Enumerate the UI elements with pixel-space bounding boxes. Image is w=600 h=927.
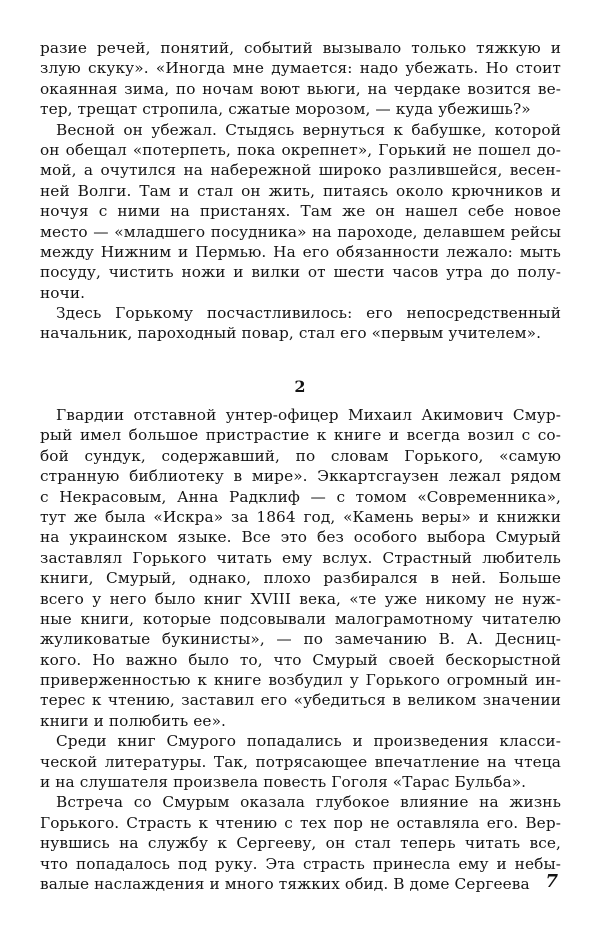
text-line: ночуя с ними на пристанях. Там же он нашел себе новое <box>40 202 561 221</box>
text-block-top <box>40 38 561 344</box>
text-line: всего у него было книг XVIII века, «те уже никому не нуж- <box>40 589 561 608</box>
text-line: тут же была «Искра» за 1864 год, «Камень веры» и книжки <box>40 507 561 526</box>
text-line: нувшись на службу к Сергееву, он стал теперь читать все, <box>40 834 561 853</box>
text-line: начальник, пароходный повар, стал его «первым учителем». <box>40 324 542 343</box>
text-line: с Некрасовым, Анна Радклиф — с томом «Современника», <box>40 487 561 506</box>
text-line: книги и полюбить ее». <box>40 711 227 730</box>
text-line: рый имел большое пристрастие к книге и всегда возил с со- <box>40 426 561 445</box>
text-line: заставлял Горького читать ему вслух. Страстный любитель <box>40 548 561 567</box>
paragraph <box>40 120 561 304</box>
text-block-bottom <box>40 405 561 894</box>
text-line: он обещал «потерпеть, пока окрепнет», Горький не пошел до- <box>40 140 561 159</box>
text-line: книги, Смурый, однако, плохо разбирался в ней. Больше <box>40 569 561 588</box>
text-line: и на слушателя произвела повесть Гоголя «Тарас Бульба». <box>40 773 527 792</box>
paragraph <box>40 405 561 731</box>
text-line: валые наслаждения и много тяжких обид. В доме Сергеева <box>40 874 530 893</box>
paragraph <box>40 303 561 344</box>
text-line: ней Волги. Там и стал он жить, питаясь около крючников и <box>40 181 561 200</box>
text-line: ночи. <box>40 283 86 302</box>
text-line: разие речей, понятий, событий вызывало только тяжкую и <box>40 39 561 57</box>
text-line: Горького. Страсть к чтению с тех пор не оставляла его. Вер- <box>40 813 561 832</box>
text-line: тер, трещат стропила, сжатые морозом, — куда убежишь?» <box>40 100 531 119</box>
page-number: 7 <box>545 871 558 892</box>
text-line: терес к чтению, заставил его «убедиться в великом значении <box>40 691 561 710</box>
text-line: жуликоватые букинисты», — по замечанию В. А. Десниц- <box>40 630 561 649</box>
text-line: злую скуку». «Иногда мне думается: надо убежать. Но стоит <box>40 59 561 78</box>
paragraph <box>40 38 561 120</box>
text-line: Встреча со Смурым оказала глубокое влияние на жизнь <box>56 793 561 812</box>
text-line: посуду, чистить ножи и вилки от шести часов утра до полу- <box>40 263 561 282</box>
text-line: что попадалось под руку. Эта страсть принесла ему и небы- <box>40 854 561 873</box>
text-line: ческой литературы. Так, потрясающее впечатление на чтеца <box>40 752 561 771</box>
text-line: на украинском языке. Все это без особого выбора Смурый <box>40 528 561 547</box>
text-line: ные книги, которые подсовывали малограмотному читателю <box>40 609 561 628</box>
section-number: 2 <box>294 377 306 396</box>
text-line: Среди книг Смурого попадались и произведения класси- <box>56 732 561 751</box>
text-line: приверженностью к книге возбудил у Горького огромный ин- <box>40 671 561 690</box>
text-line: бой сундук, содержавший, по словам Горького, «самую <box>40 446 561 465</box>
text-line: кого. Но важно было то, что Смурый своей бескорыстной <box>40 650 561 669</box>
text-line: окаянная зима, по ночам воют вьюги, на чердаке возится ве- <box>40 79 561 98</box>
text-line: мой, а очутился на набережной широко разлившейся, весен- <box>40 161 561 180</box>
text-line: Весной он убежал. Стыдясь вернуться к бабушке, которой <box>56 120 561 139</box>
text-line: странную библиотеку в мире». Эккартсгаузен лежал рядом <box>40 467 561 486</box>
text-line: между Нижним и Пермью. На его обязанности лежало: мыть <box>40 242 561 261</box>
paragraph <box>40 731 561 792</box>
text-line: Здесь Горькому посчастливилось: его непосредственный <box>56 304 561 323</box>
text-line: Гвардии отставной унтер-офицер Михаил Акимович Смур- <box>56 406 561 424</box>
text-line: место — «младшего посудника» на пароходе, делавшем рейсы <box>40 222 561 241</box>
paragraph <box>40 792 561 894</box>
